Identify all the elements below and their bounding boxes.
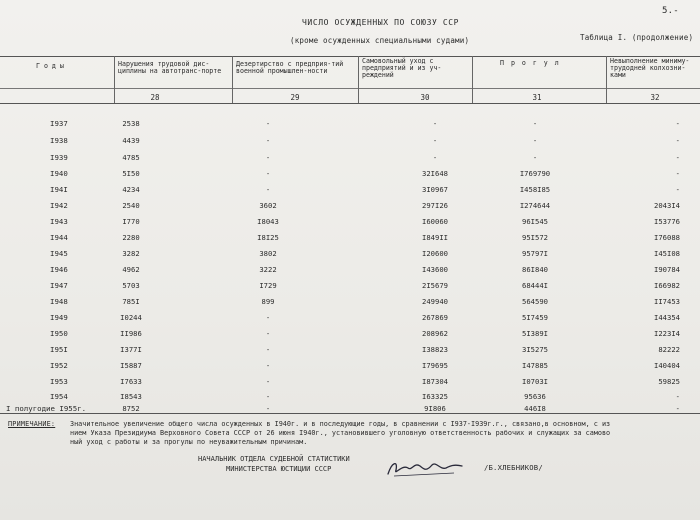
cell-col-30: - — [432, 153, 438, 162]
cell-col-30: 3I0967 — [422, 185, 448, 194]
cell-col-28: 785I — [122, 297, 140, 306]
header-bottom-rule — [0, 103, 700, 104]
cell-col-29: - — [265, 361, 271, 370]
header-col-28: Нарушения трудовой дис-циплины на автотранс-порте — [118, 60, 222, 75]
cell-col-28: I0244 — [120, 313, 142, 322]
cell-col-29: - — [265, 345, 271, 354]
cell-col-30: I20600 — [422, 249, 448, 258]
cell-col-31: 564590 — [522, 297, 548, 306]
cell-col-31: I0703I — [522, 377, 548, 386]
cell-col-32: I223I4 — [654, 329, 680, 338]
cell-col-31: 95I572 — [522, 233, 548, 242]
cell-col-29: - — [265, 136, 271, 145]
cell-col-30: 32I648 — [422, 169, 448, 178]
cell-col-28: I7633 — [120, 377, 142, 386]
table-bottom-rule — [0, 413, 700, 414]
header-col-31: П р о г у л — [500, 59, 561, 67]
signature-name: /Б.ХЛЕБНИКОВ/ — [484, 463, 543, 472]
column-number-30: 30 — [420, 93, 430, 102]
cell-col-28: 4439 — [122, 136, 140, 145]
cell-col-30: - — [432, 136, 438, 145]
cell-col-28: 2280 — [122, 233, 140, 242]
cell-col-29: - — [265, 392, 271, 401]
column-number-32: 32 — [650, 93, 660, 102]
document-subtitle: (кроме осужденных специальными судами) — [290, 36, 470, 45]
cell-col-31: 3I5275 — [522, 345, 548, 354]
cell-col-32: - — [675, 185, 680, 194]
note-line: нием Указа Президиума Верховного Совета СССР от 26 июня I940г., установившего уголовную ответственность рабочих и служащих за самово — [70, 429, 611, 437]
cell-col-31: 95797I — [522, 249, 548, 258]
row-year: I942 — [50, 201, 68, 210]
cell-col-29: I8I25 — [257, 233, 279, 242]
table-top-rule — [0, 56, 700, 57]
cell-col-28: 4234 — [122, 185, 140, 194]
row-year: I944 — [50, 233, 68, 242]
header-col-29: Дезертирство с предприя-тий военной промышлен-ности — [236, 60, 344, 75]
cell-col-29: - — [265, 313, 271, 322]
cell-col-32: I44354 — [654, 313, 680, 322]
cell-col-28: 4785 — [122, 153, 140, 162]
row-year: I952 — [50, 361, 68, 370]
cell-col-28: 4962 — [122, 265, 140, 274]
cell-col-30: I63325 — [422, 392, 448, 401]
cell-col-29: - — [265, 329, 271, 338]
cell-col-29: - — [265, 169, 271, 178]
header-col-30: Самовольный уход с предприятий и из уч-реждений — [362, 57, 442, 79]
cell-col-31: I769790 — [519, 169, 551, 178]
cell-col-29: - — [265, 377, 271, 386]
column-separator — [606, 56, 607, 103]
cell-col-29: 3802 — [259, 249, 277, 258]
row-year: I954 — [50, 392, 68, 401]
signer-title: НАЧАЛЬНИК ОТДЕЛА СУДЕБНОЙ СТАТИСТИКИ — [198, 455, 350, 463]
cell-col-29: - — [265, 153, 271, 162]
row-year: I95I — [50, 345, 68, 354]
cell-col-28: 8752 — [122, 404, 140, 413]
note-line: Значительное увеличение общего числа осужденных в I940г. и в последующие годы, в сравнении с I937-I939г.г., связано,в основном, с из — [70, 420, 611, 428]
cell-col-30: I87304 — [422, 377, 448, 386]
row-year: I938 — [50, 136, 68, 145]
cell-col-32: - — [675, 404, 680, 413]
cell-col-28: 3282 — [122, 249, 140, 258]
cell-col-28: 2540 — [122, 201, 140, 210]
row-year: I943 — [50, 217, 68, 226]
column-separator — [472, 56, 473, 103]
cell-col-31: - — [532, 119, 538, 128]
cell-col-28: I770 — [122, 217, 140, 226]
cell-col-28: 5703 — [122, 281, 140, 290]
cell-col-32: - — [675, 169, 680, 178]
row-year: I937 — [50, 119, 68, 128]
cell-col-28: I377I — [120, 345, 142, 354]
cell-col-32: I66982 — [654, 281, 680, 290]
row-year: I953 — [50, 377, 68, 386]
row-year: I949 — [50, 313, 68, 322]
cell-col-30: I849II — [422, 233, 448, 242]
cell-col-30: I79695 — [422, 361, 448, 370]
row-year: I939 — [50, 153, 68, 162]
cell-col-32: 82222 — [658, 345, 680, 354]
cell-col-28: 5I50 — [122, 169, 140, 178]
header-divider — [0, 88, 700, 89]
column-separator — [232, 56, 233, 103]
cell-col-32: I40404 — [654, 361, 680, 370]
row-year: I940 — [50, 169, 68, 178]
cell-col-30: 2I5679 — [422, 281, 448, 290]
row-year: I950 — [50, 329, 68, 338]
cell-col-29: - — [265, 119, 271, 128]
column-separator — [358, 56, 359, 103]
cell-col-32: - — [675, 392, 680, 401]
cell-col-32: - — [675, 136, 680, 145]
cell-col-32: I53776 — [654, 217, 680, 226]
cell-col-32: - — [675, 153, 680, 162]
cell-col-30: - — [432, 119, 438, 128]
cell-col-29: 899 — [261, 297, 275, 306]
cell-col-31: 96I545 — [522, 217, 548, 226]
cell-col-29: 3602 — [259, 201, 277, 210]
column-number-31: 31 — [532, 93, 542, 102]
header-col-32: Невыполнение миниму-трудодней колхозни-ками — [610, 57, 690, 79]
row-year: I945 — [50, 249, 68, 258]
row-year: I946 — [50, 265, 68, 274]
cell-col-30: I60060 — [422, 217, 448, 226]
cell-col-29: - — [265, 404, 271, 413]
cell-col-31: I274644 — [519, 201, 551, 210]
cell-col-32: I45I08 — [654, 249, 680, 258]
cell-col-32: 2043I4 — [654, 201, 680, 210]
header-years: Г о д ы — [36, 62, 64, 70]
cell-col-30: 267869 — [422, 313, 448, 322]
cell-col-30: 208962 — [422, 329, 448, 338]
cell-col-28: I8543 — [120, 392, 142, 401]
cell-col-31: I47885 — [522, 361, 548, 370]
cell-col-28: I5887 — [120, 361, 142, 370]
cell-col-30: I43600 — [422, 265, 448, 274]
cell-col-31: 68444I — [522, 281, 548, 290]
row-year: I948 — [50, 297, 68, 306]
cell-col-30: 9I806 — [424, 404, 446, 413]
cell-col-31: 5I389I — [522, 329, 548, 338]
cell-col-28: II986 — [120, 329, 142, 338]
column-number-28: 28 — [150, 93, 160, 102]
page-number: 5.- — [662, 6, 679, 16]
cell-col-30: 249940 — [422, 297, 448, 306]
cell-col-29: - — [265, 185, 271, 194]
signer-organization: МИНИСТЕРСТВА ЮСТИЦИИ СССР — [226, 465, 332, 473]
cell-col-31: - — [532, 153, 538, 162]
cell-col-32: - — [675, 119, 680, 128]
document-title: ЧИСЛО ОСУЖДЕННЫХ ПО СОЮЗУ ССР — [302, 18, 460, 27]
note-line: ный уход с работы и за прогулы по неуважительным причинам. — [70, 438, 308, 446]
cell-col-30: 297I26 — [422, 201, 448, 210]
cell-col-28: 2538 — [122, 119, 140, 128]
cell-col-31: 86I840 — [522, 265, 548, 274]
cell-col-29: 3222 — [259, 265, 277, 274]
cell-col-29: I8043 — [257, 217, 279, 226]
cell-col-32: 59825 — [658, 377, 680, 386]
cell-col-31: - — [532, 136, 538, 145]
cell-col-31: I458I85 — [519, 185, 551, 194]
row-year: I94I — [50, 185, 68, 194]
row-year: I947 — [50, 281, 68, 290]
cell-col-32: I90784 — [654, 265, 680, 274]
handwritten-signature — [384, 456, 470, 482]
cell-col-31: 5I7459 — [522, 313, 548, 322]
note-label: ПРИМЕЧАНИЕ: — [8, 420, 56, 428]
cell-col-32: II7453 — [654, 297, 680, 306]
cell-col-31: 446I8 — [524, 404, 546, 413]
cell-col-31: 95636 — [524, 392, 546, 401]
cell-col-30: I38823 — [422, 345, 448, 354]
cell-col-32: I76088 — [654, 233, 680, 242]
table-label: Таблица I. (продолжение) — [580, 33, 694, 42]
column-number-29: 29 — [290, 93, 300, 102]
column-separator — [114, 56, 115, 103]
cell-col-29: I729 — [259, 281, 277, 290]
row-year: I полугодие I955г. — [6, 404, 87, 413]
